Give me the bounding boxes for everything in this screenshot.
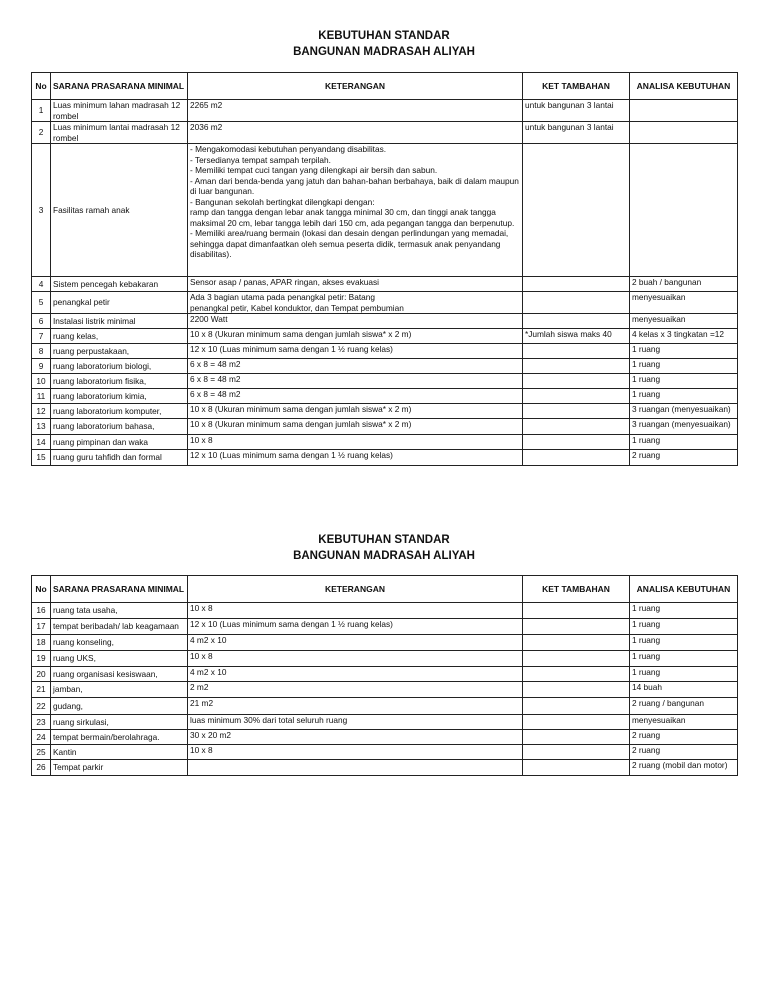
table-row — [32, 389, 738, 404]
row-sarana: Tempat parkir — [51, 760, 188, 776]
row-ket-tambahan: untuk bangunan 3 lantai — [523, 122, 630, 144]
row-number: 6 — [32, 314, 51, 329]
header-sarana: SARANA PRASARANA MINIMAL — [51, 73, 188, 100]
row-keterangan: 4 m2 x 10 — [188, 667, 523, 682]
table-row — [32, 730, 738, 745]
row-sarana: ruang guru tahfidh dan formal — [51, 450, 188, 466]
row-keterangan: 6 x 8 = 48 m2 — [188, 359, 523, 374]
row-analisa: 1 ruang — [630, 374, 738, 389]
row-keterangan: 10 x 8 (Ukuran minimum sama dengan jumlah siswa* x 2 m) — [188, 404, 523, 419]
table-row — [32, 619, 738, 635]
row-sarana: ruang pimpinan dan waka — [51, 435, 188, 450]
row-keterangan: 12 x 10 (Luas minimum sama dengan 1 ½ ruang kelas) — [188, 619, 523, 635]
row-analisa: 2 ruang / bangunan — [630, 698, 738, 715]
row-sarana: Fasilitas ramah anak — [51, 144, 188, 277]
row-number: 19 — [32, 651, 51, 667]
table-row — [32, 277, 738, 292]
row-ket-tambahan — [523, 359, 630, 374]
row-keterangan: 12 x 10 (Luas minimum sama dengan 1 ½ ruang kelas) — [188, 450, 523, 466]
section2-title-line1: KEBUTUHAN STANDAR — [318, 534, 450, 546]
row-number: 3 — [32, 144, 51, 277]
table-row — [32, 603, 738, 619]
row-keterangan: 2 m2 — [188, 682, 523, 698]
row-ket-tambahan — [523, 651, 630, 667]
table-row — [32, 122, 738, 144]
row-analisa: menyesuaikan — [630, 314, 738, 329]
row-keterangan: Sensor asap / panas, APAR ringan, akses evakuasi — [188, 277, 523, 292]
table-row — [32, 698, 738, 715]
table-header-row — [32, 73, 738, 100]
row-keterangan: Ada 3 bagian utama pada penangkal petir: Batang penangkal petir, Kabel konduktor, dan Tempat pembumian — [188, 292, 523, 314]
row-analisa: 2 ruang — [630, 730, 738, 745]
header-keterangan: KETERANGAN — [188, 73, 523, 100]
table-row — [32, 651, 738, 667]
row-number: 16 — [32, 603, 51, 619]
section2-title — [0, 532, 768, 564]
row-keterangan: 30 x 20 m2 — [188, 730, 523, 745]
row-keterangan: 10 x 8 — [188, 603, 523, 619]
row-ket-tambahan — [523, 635, 630, 651]
row-keterangan: 10 x 8 — [188, 651, 523, 667]
row-ket-tambahan — [523, 292, 630, 314]
row-sarana: ruang perpustakaan, — [51, 344, 188, 359]
row-analisa — [630, 122, 738, 144]
row-analisa: 1 ruang — [630, 435, 738, 450]
row-analisa: 1 ruang — [630, 619, 738, 635]
section1-title — [0, 28, 768, 60]
row-keterangan: 4 m2 x 10 — [188, 635, 523, 651]
table-header-row — [32, 576, 738, 603]
row-ket-tambahan — [523, 603, 630, 619]
row-analisa: 2 buah / bangunan — [630, 277, 738, 292]
row-keterangan — [188, 760, 523, 776]
row-number: 13 — [32, 419, 51, 435]
row-keterangan: 10 x 8 — [188, 745, 523, 760]
row-keterangan: 2036 m2 — [188, 122, 523, 144]
table-row — [32, 344, 738, 359]
row-keterangan: luas minimum 30% dari total seluruh ruang — [188, 715, 523, 730]
row-sarana: Instalasi listrik minimal — [51, 314, 188, 329]
row-keterangan: 2200 Watt — [188, 314, 523, 329]
row-number: 7 — [32, 329, 51, 344]
row-ket-tambahan: *Jumlah siswa maks 40 — [523, 329, 630, 344]
row-ket-tambahan — [523, 619, 630, 635]
row-analisa: 1 ruang — [630, 344, 738, 359]
row-number: 9 — [32, 359, 51, 374]
table-row — [32, 760, 738, 776]
row-ket-tambahan — [523, 715, 630, 730]
row-ket-tambahan — [523, 314, 630, 329]
row-sarana: tempat beribadah/ lab keagamaan — [51, 619, 188, 635]
header-ket-tambahan: KET TAMBAHAN — [523, 73, 630, 100]
row-analisa: 2 ruang (mobil dan motor) — [630, 760, 738, 776]
row-sarana: jamban, — [51, 682, 188, 698]
row-number: 11 — [32, 389, 51, 404]
row-sarana: penangkal petir — [51, 292, 188, 314]
section2-title-line2: BANGUNAN MADRASAH ALIYAH — [293, 550, 475, 562]
row-ket-tambahan — [523, 144, 630, 277]
table-row — [32, 667, 738, 682]
row-ket-tambahan — [523, 435, 630, 450]
row-number: 20 — [32, 667, 51, 682]
header-analisa: ANALISA KEBUTUHAN — [630, 73, 738, 100]
row-analisa: 4 kelas x 3 tingkatan =12 — [630, 329, 738, 344]
table-row — [32, 715, 738, 730]
row-analisa: 1 ruang — [630, 603, 738, 619]
row-number: 24 — [32, 730, 51, 745]
row-ket-tambahan — [523, 344, 630, 359]
row-ket-tambahan — [523, 745, 630, 760]
row-number: 25 — [32, 745, 51, 760]
row-analisa: 1 ruang — [630, 667, 738, 682]
table-row — [32, 404, 738, 419]
row-keterangan: 10 x 8 (Ukuran minimum sama dengan jumlah siswa* x 2 m) — [188, 419, 523, 435]
table-row — [32, 435, 738, 450]
row-number: 8 — [32, 344, 51, 359]
row-analisa — [630, 100, 738, 122]
row-number: 1 — [32, 100, 51, 122]
row-analisa: 1 ruang — [630, 359, 738, 374]
row-sarana: ruang konseling, — [51, 635, 188, 651]
row-keterangan: 6 x 8 = 48 m2 — [188, 374, 523, 389]
row-sarana: ruang sirkulasi, — [51, 715, 188, 730]
row-sarana: Kantin — [51, 745, 188, 760]
header-sarana: SARANA PRASARANA MINIMAL — [51, 576, 188, 603]
row-number: 18 — [32, 635, 51, 651]
row-keterangan: 21 m2 — [188, 698, 523, 715]
row-sarana: ruang laboratorium bahasa, — [51, 419, 188, 435]
row-ket-tambahan — [523, 389, 630, 404]
row-ket-tambahan — [523, 667, 630, 682]
row-analisa: 1 ruang — [630, 389, 738, 404]
row-sarana: ruang laboratorium komputer, — [51, 404, 188, 419]
row-keterangan: 2265 m2 — [188, 100, 523, 122]
row-number: 17 — [32, 619, 51, 635]
table-row — [32, 292, 738, 314]
row-ket-tambahan — [523, 419, 630, 435]
row-sarana: ruang UKS, — [51, 651, 188, 667]
row-ket-tambahan — [523, 698, 630, 715]
section1-title-line2: BANGUNAN MADRASAH ALIYAH — [293, 46, 475, 58]
row-number: 5 — [32, 292, 51, 314]
row-sarana: ruang tata usaha, — [51, 603, 188, 619]
section1-title-line1: KEBUTUHAN STANDAR — [318, 30, 450, 42]
header-analisa: ANALISA KEBUTUHAN — [630, 576, 738, 603]
row-sarana: ruang laboratorium fisika, — [51, 374, 188, 389]
row-analisa: 2 ruang — [630, 450, 738, 466]
row-analisa: menyesuaikan — [630, 715, 738, 730]
row-ket-tambahan — [523, 277, 630, 292]
row-keterangan: 10 x 8 — [188, 435, 523, 450]
table-row — [32, 314, 738, 329]
row-keterangan: - Mengakomodasi kebutuhan penyandang disabilitas. - Tersedianya tempat sampah terpilah. - Memiliki tempat cuci tangan yang dilengkapi air bersih dan sabun. - Aman dari benda-benda yang jatuh dan bahan-bahan berbahaya, baik di dalam maupun di luar bangunan. - Bangunan sekolah bertingkat dilengkapi dengan: ramp dan tangga dengan lebar anak tangga minimal 30 cm, dan tinggi anak tangga maksimal 20 cm, lebar tangga lebih dari 150 cm, ada pegangan tangga dan berpenutup. - Memiliki area/ruang bermain (lokasi dan desain dengan perlindungan yang memadai, sehingga dapat dimanfaatkan oleh semua peserta didik, termasuk anak penyandang disabilitas). — [188, 144, 523, 277]
row-sarana: ruang laboratorium biologi, — [51, 359, 188, 374]
row-sarana: Luas minimum lantai madrasah 12 rombel — [51, 122, 188, 144]
row-ket-tambahan — [523, 450, 630, 466]
table-row — [32, 100, 738, 122]
row-sarana: gudang, — [51, 698, 188, 715]
row-number: 21 — [32, 682, 51, 698]
header-ket-tambahan: KET TAMBAHAN — [523, 576, 630, 603]
row-ket-tambahan — [523, 404, 630, 419]
row-ket-tambahan — [523, 374, 630, 389]
row-analisa: 14 buah — [630, 682, 738, 698]
row-ket-tambahan — [523, 682, 630, 698]
row-number: 10 — [32, 374, 51, 389]
row-sarana: ruang kelas, — [51, 329, 188, 344]
row-number: 14 — [32, 435, 51, 450]
row-number: 2 — [32, 122, 51, 144]
table-row — [32, 450, 738, 466]
row-sarana: Luas minimum lahan madrasah 12 rombel — [51, 100, 188, 122]
standards-table-1 — [31, 72, 738, 466]
row-sarana: Sistem pencegah kebakaran — [51, 277, 188, 292]
header-keterangan: KETERANGAN — [188, 576, 523, 603]
row-analisa: 2 ruang — [630, 745, 738, 760]
table-row — [32, 374, 738, 389]
table-row — [32, 682, 738, 698]
table-row — [32, 359, 738, 374]
table-row — [32, 419, 738, 435]
row-analisa: menyesuaikan — [630, 292, 738, 314]
row-number: 26 — [32, 760, 51, 776]
row-sarana: ruang laboratorium kimia, — [51, 389, 188, 404]
row-number: 22 — [32, 698, 51, 715]
row-analisa — [630, 144, 738, 277]
row-analisa: 3 ruangan (menyesuaikan) — [630, 419, 738, 435]
row-analisa: 1 ruang — [630, 635, 738, 651]
row-sarana: ruang organisasi kesiswaan, — [51, 667, 188, 682]
standards-table-2 — [31, 575, 738, 776]
row-keterangan: 6 x 8 = 48 m2 — [188, 389, 523, 404]
table-row — [32, 144, 738, 277]
row-ket-tambahan: untuk bangunan 3 lantai — [523, 100, 630, 122]
table-row — [32, 745, 738, 760]
row-ket-tambahan — [523, 730, 630, 745]
row-number: 12 — [32, 404, 51, 419]
header-no: No — [32, 576, 51, 603]
row-analisa: 3 ruangan (menyesuaikan) — [630, 404, 738, 419]
row-number: 23 — [32, 715, 51, 730]
row-number: 15 — [32, 450, 51, 466]
row-ket-tambahan — [523, 760, 630, 776]
table-row — [32, 329, 738, 344]
row-keterangan: 12 x 10 (Luas minimum sama dengan 1 ½ ruang kelas) — [188, 344, 523, 359]
row-analisa: 1 ruang — [630, 651, 738, 667]
row-keterangan: 10 x 8 (Ukuran minimum sama dengan jumlah siswa* x 2 m) — [188, 329, 523, 344]
row-number: 4 — [32, 277, 51, 292]
table-row — [32, 635, 738, 651]
header-no: No — [32, 73, 51, 100]
row-sarana: tempat bermain/berolahraga. — [51, 730, 188, 745]
